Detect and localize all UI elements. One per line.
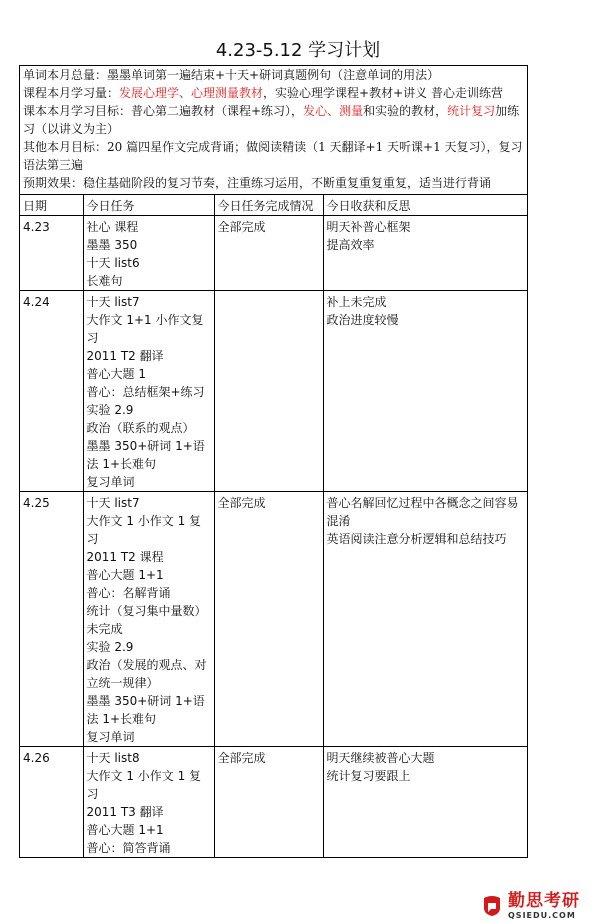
reflection-item: 明天继续被普心大题 bbox=[326, 751, 435, 765]
header-reflection: 今日收获和反思 bbox=[323, 195, 527, 216]
task-item: 墨墨 350+研词 1+语法 1+长难句 bbox=[86, 694, 205, 726]
header-date: 日期 bbox=[20, 195, 83, 216]
task-item: 复习单词 bbox=[86, 475, 135, 489]
cell-tasks bbox=[83, 291, 214, 492]
cell-reflection bbox=[323, 492, 527, 747]
logo-cn-text: 勤思考研 bbox=[508, 890, 580, 911]
task-item: 实验 2.9 bbox=[86, 403, 134, 417]
task-item: 普心大题 1+1 bbox=[86, 823, 164, 837]
reflection-item: 统计复习要跟上 bbox=[326, 769, 411, 783]
task-item: 普心：名解背诵 bbox=[86, 586, 171, 600]
cell-reflection bbox=[323, 747, 527, 858]
cell-reflection bbox=[323, 216, 527, 291]
summary-course: 课程本月学习量：发展心理学、心理测量教材，实验心理学课程+教材+讲义 普心走训练营 bbox=[23, 86, 503, 100]
header-tasks: 今日任务 bbox=[83, 195, 214, 216]
cell-date: 4.26 bbox=[20, 747, 83, 858]
cell-status: 全部完成 bbox=[214, 216, 323, 291]
logo-en-text: QSIEDU.COM bbox=[508, 910, 576, 920]
cell-tasks bbox=[83, 216, 214, 291]
task-item: 十天 list7 bbox=[86, 295, 140, 309]
task-item: 2011 T3 翻译 bbox=[86, 805, 164, 819]
summary-goal: 课本本月学习目标：普心第二遍教材（课程+练习），发心、测量和实验的教材，统计复习加练习（以讲义为主） bbox=[23, 104, 520, 136]
task-item: 复习单词 bbox=[86, 730, 135, 744]
reflection-item: 补上未完成 bbox=[326, 295, 387, 309]
monthly-summary bbox=[20, 66, 527, 195]
table-row bbox=[20, 747, 527, 858]
task-item: 长难句 bbox=[86, 274, 123, 288]
daily-plan-table bbox=[20, 195, 527, 858]
task-item: 统计（复习集中量数）未完成 bbox=[86, 604, 207, 636]
reflection-item: 普心名解回忆过程中各概念之间容易混淆 bbox=[326, 496, 519, 528]
reflection-item: 英语阅读注意分析逻辑和总结技巧 bbox=[326, 532, 507, 546]
cell-status bbox=[214, 291, 323, 492]
summary-expect: 预期效果：稳住基础阶段的复习节奏，注重练习运用，不断重复重复重复，适当进行背诵 bbox=[23, 176, 492, 190]
logo-mark-icon bbox=[480, 894, 504, 918]
cell-reflection bbox=[323, 291, 527, 492]
table-row bbox=[20, 216, 527, 291]
page-title: 4.23-5.12 学习计划 bbox=[215, 40, 381, 61]
cell-tasks bbox=[83, 747, 214, 858]
task-item: 大作文 1 小作文 1 复习 bbox=[86, 514, 202, 546]
qsiedu-logo bbox=[480, 889, 596, 923]
cell-date: 4.25 bbox=[20, 492, 83, 747]
reflection-item: 明天补普心框架 bbox=[326, 220, 411, 234]
task-item: 墨墨 350+研词 1+语法 1+长难句 bbox=[86, 439, 205, 471]
table-row bbox=[20, 492, 527, 747]
task-item: 大作文 1+1 小作文复习 bbox=[86, 313, 204, 345]
task-item: 十天 list6 bbox=[86, 256, 140, 270]
cell-date: 4.23 bbox=[20, 216, 83, 291]
reflection-item: 提高效率 bbox=[326, 238, 375, 252]
task-item: 普心大题 1+1 bbox=[86, 568, 164, 582]
cell-status: 全部完成 bbox=[214, 747, 323, 858]
task-item: 大作文 1 小作文 1 复习 bbox=[86, 769, 202, 801]
task-item: 2011 T2 课程 bbox=[86, 550, 164, 564]
summary-vocab: 单词本月总量：墨墨单词第一遍结束+十天+研词真题例句（注意单词的用法） bbox=[23, 68, 440, 82]
task-item: 普心：简答背诵 bbox=[86, 841, 171, 855]
table-row bbox=[20, 291, 527, 492]
task-item: 墨墨 350 bbox=[86, 238, 138, 252]
task-item: 实验 2.9 bbox=[86, 640, 134, 654]
reflection-item: 政治进度较慢 bbox=[326, 313, 399, 327]
task-item: 普心大题 1 bbox=[86, 367, 146, 381]
table-header-row bbox=[20, 195, 527, 216]
cell-tasks bbox=[83, 492, 214, 747]
study-plan-document bbox=[19, 65, 528, 858]
cell-date: 4.24 bbox=[20, 291, 83, 492]
task-item: 十天 list8 bbox=[86, 751, 140, 765]
task-item: 政治（发展的观点、对立统一规律） bbox=[86, 658, 207, 690]
task-item: 普心：总结框架+练习 bbox=[86, 385, 205, 399]
cell-status: 全部完成 bbox=[214, 492, 323, 747]
task-item: 十天 list7 bbox=[86, 496, 140, 510]
summary-other: 其他本月目标：20 篇四星作文完成背诵；做阅读精读（1 天翻译+1 天听课+1 天复习），复习语法第三遍 bbox=[23, 140, 523, 172]
task-item: 2011 T2 翻译 bbox=[86, 349, 164, 363]
task-item: 社心 课程 bbox=[86, 220, 139, 234]
header-status: 今日任务完成情况 bbox=[214, 195, 323, 216]
task-item: 政治（联系的观点） bbox=[86, 421, 195, 435]
